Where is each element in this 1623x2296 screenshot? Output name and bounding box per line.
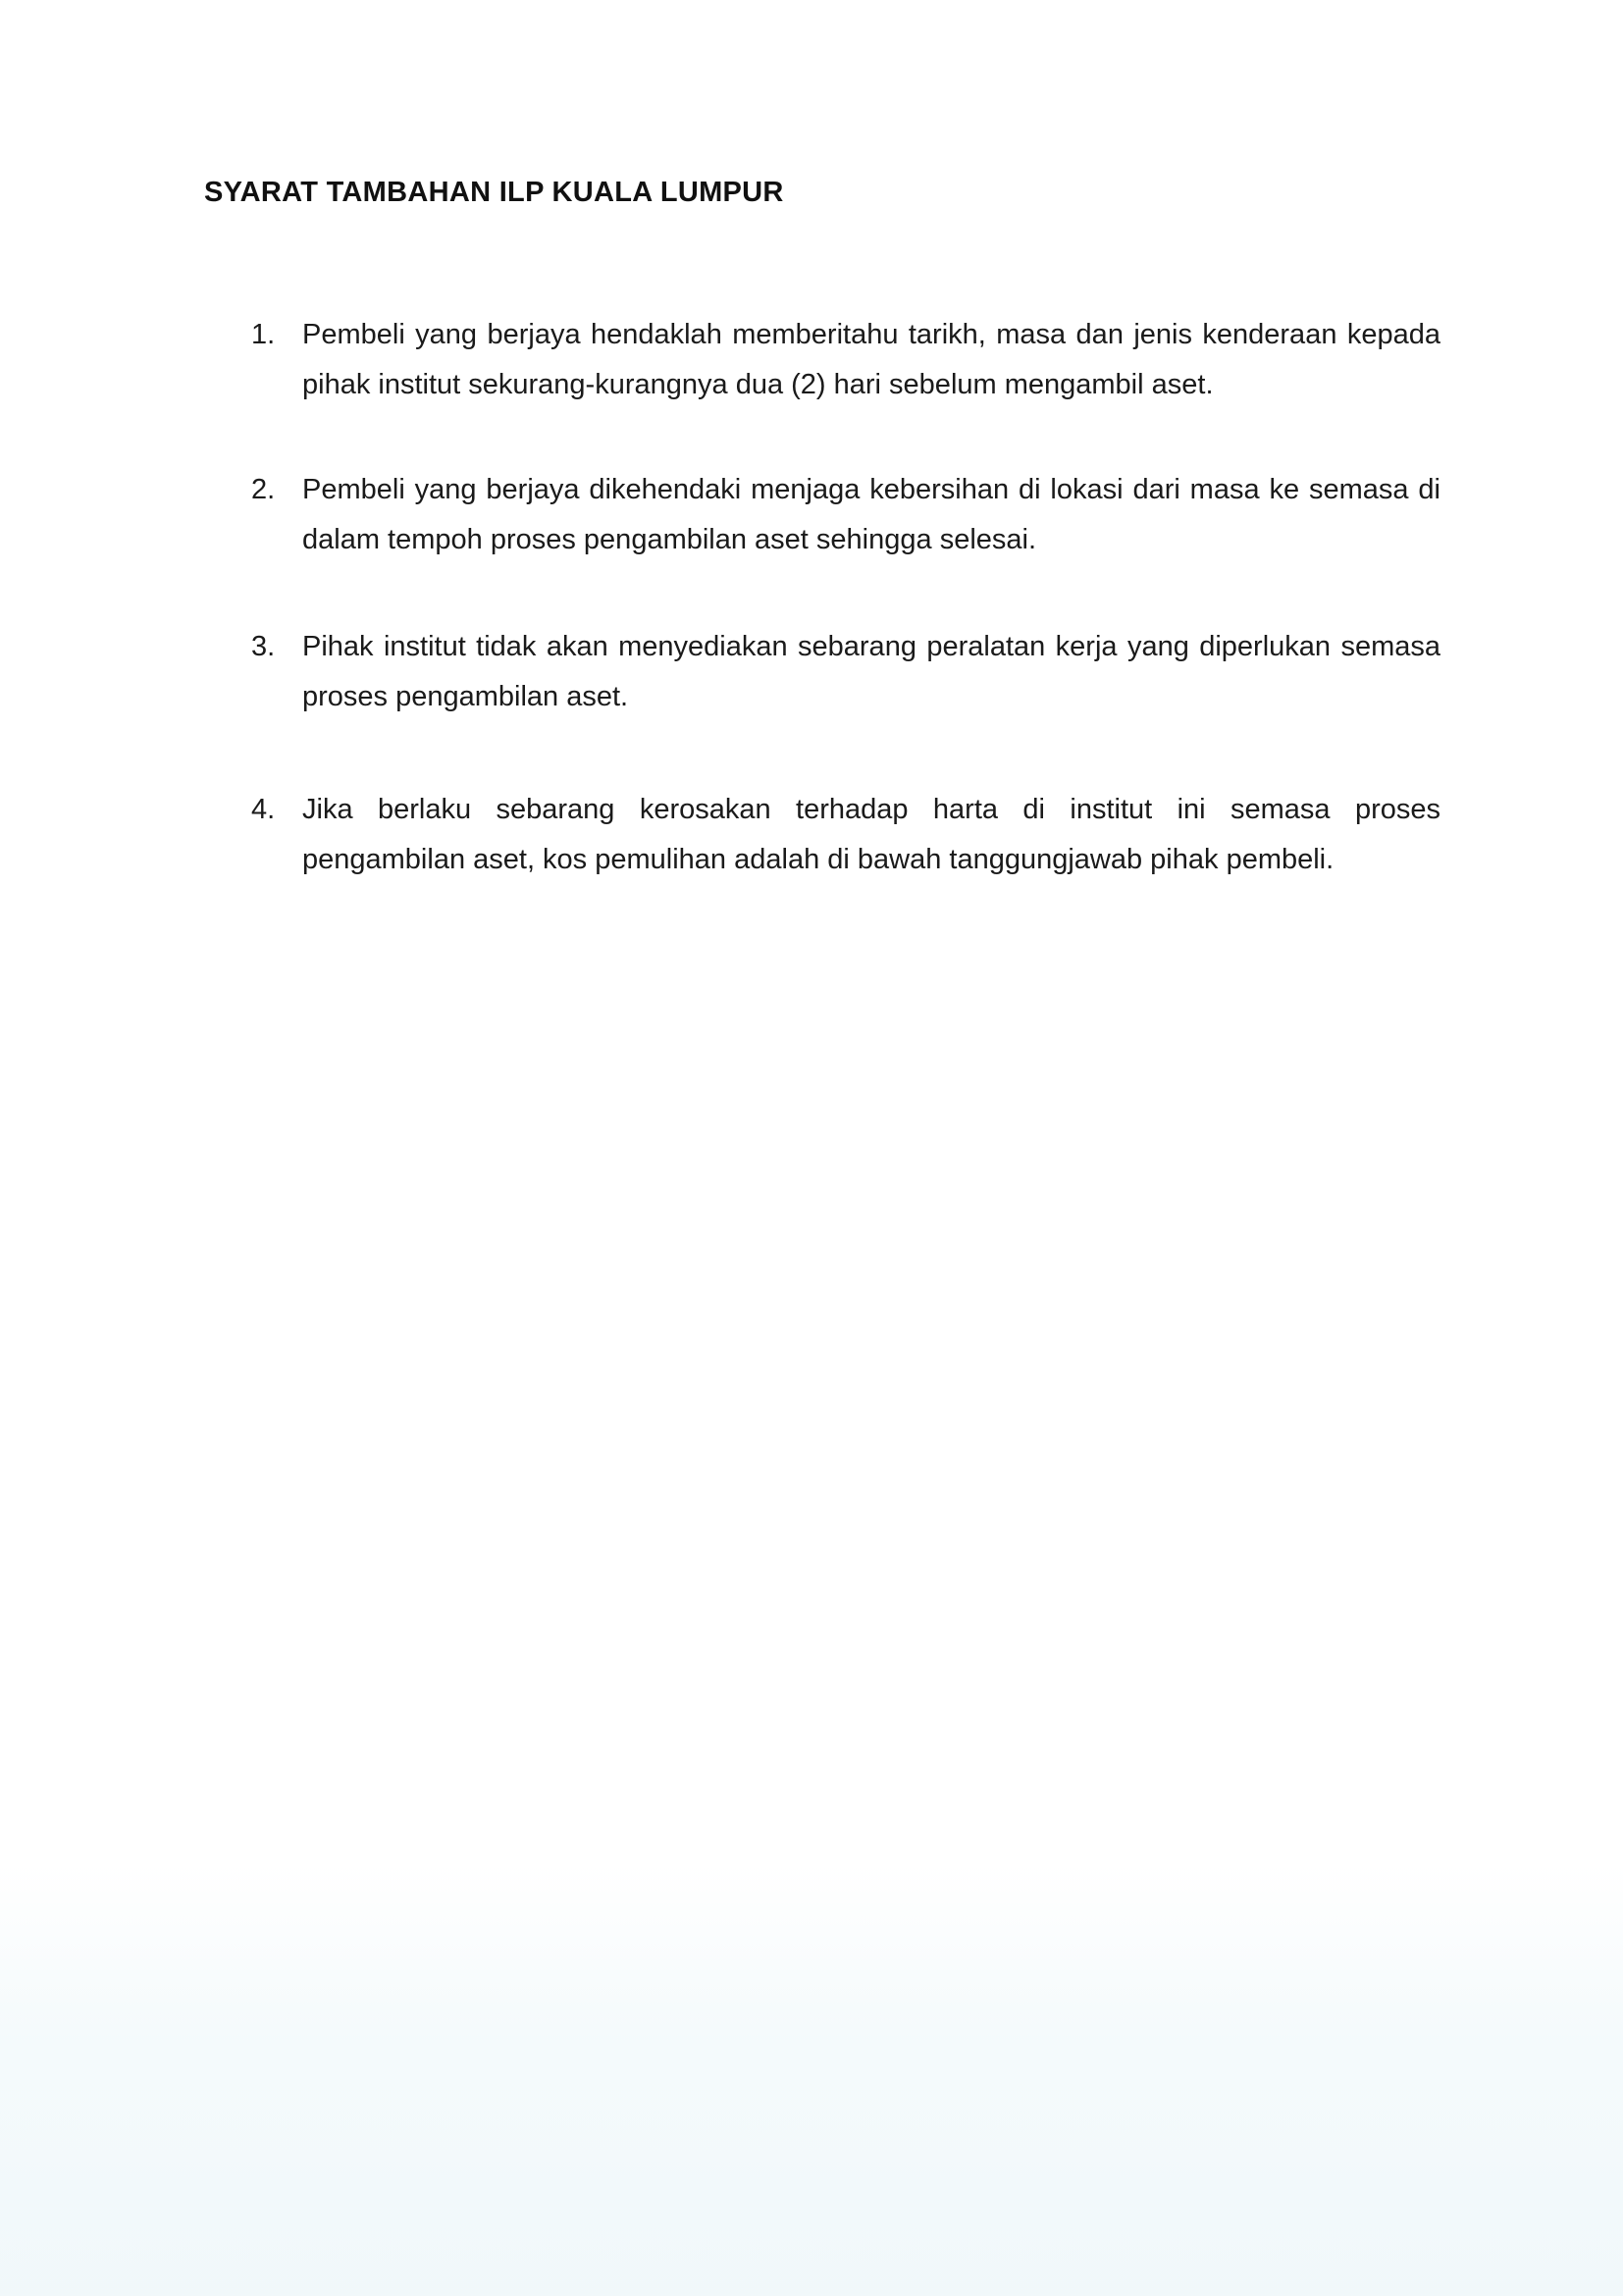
term-text: Jika berlaku sebarang kerosakan terhadap harta di institut ini semasa proses pengambilan aset, kos pemulihan adalah di bawah tanggungjawab pihak pembeli. [302,794,1440,875]
term-number: 4. [251,794,276,825]
term-text: Pembeli yang berjaya hendaklah memberitahu tarikh, masa dan jenis kenderaan kepada pihak institut sekurang-kurangnya dua (2) hari sebelum mengambil aset. [302,319,1440,400]
term-number: 1. [251,319,276,350]
scan-background-tint [0,1864,1623,2296]
document-title: SYARAT TAMBAHAN ILP KUALA LUMPUR [204,177,784,208]
term-number: 2. [251,474,276,505]
term-text: Pembeli yang berjaya dikehendaki menjaga kebersihan di lokasi dari masa ke semasa di dalam tempoh proses pengambilan aset sehingga selesai. [302,474,1440,555]
term-number: 3. [251,631,276,662]
term-text: Pihak institut tidak akan menyediakan sebarang peralatan kerja yang diperlukan semasa proses pengambilan aset. [302,631,1440,712]
